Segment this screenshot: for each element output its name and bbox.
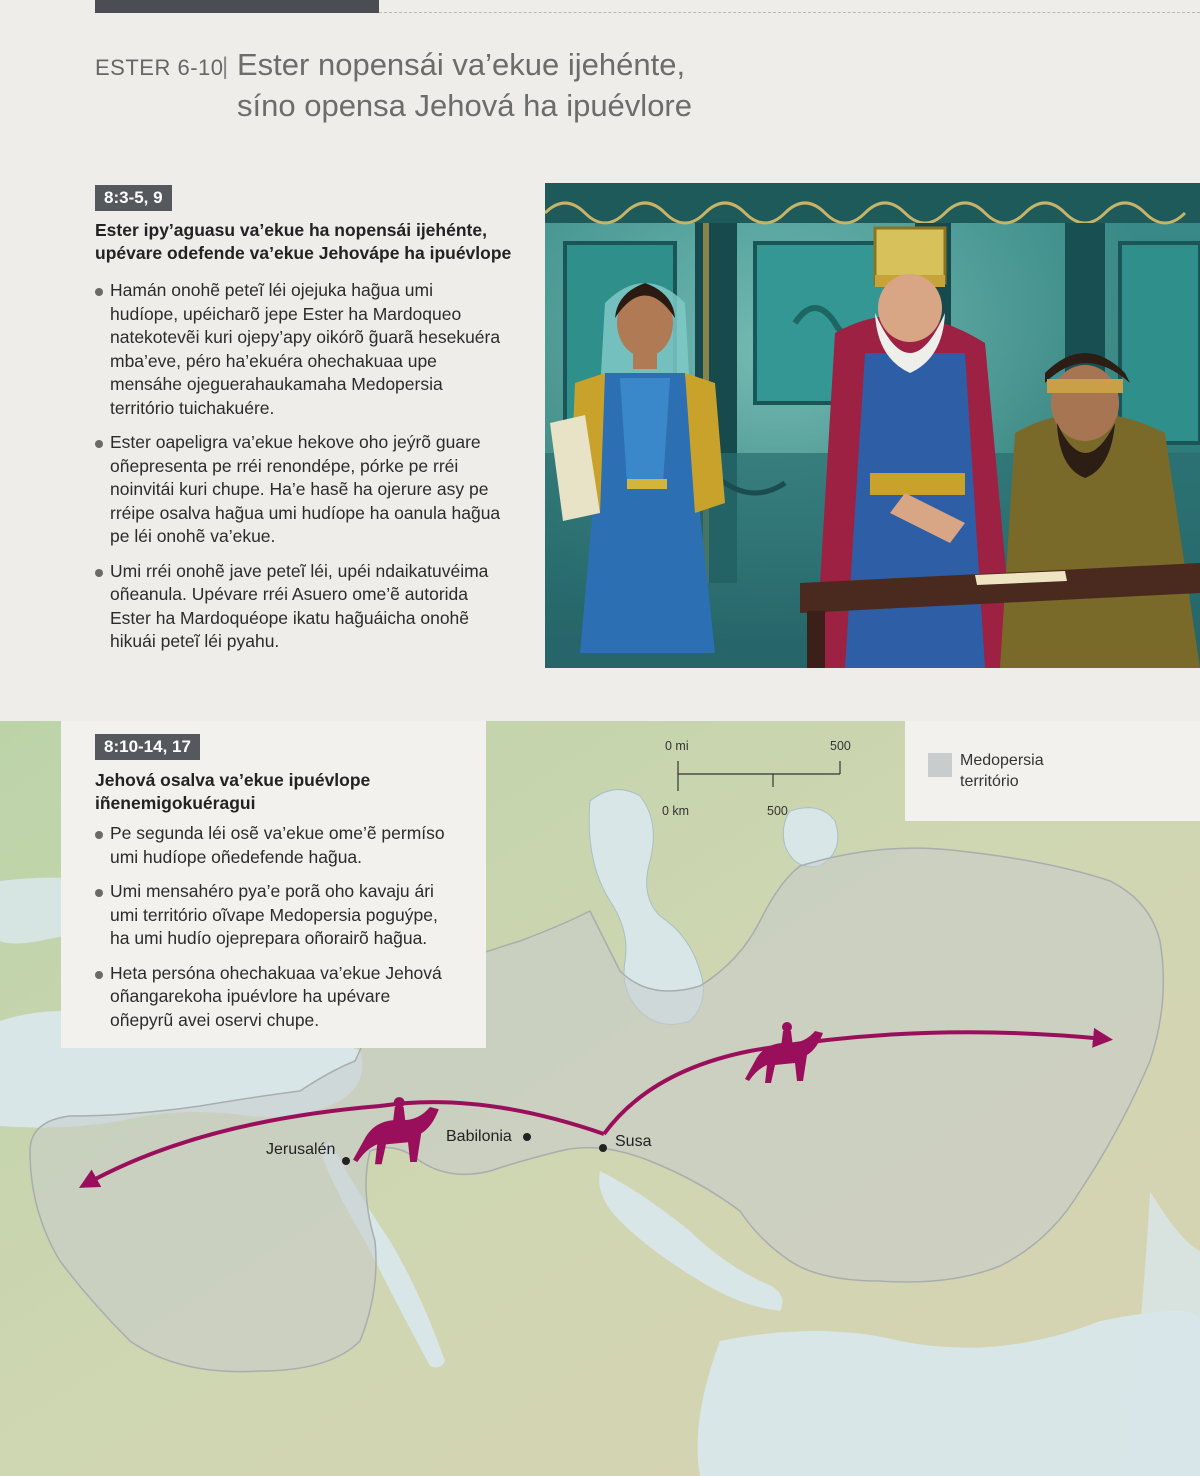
bullet-line: mensáhe ojeguerahaukamaha Medopersia [110, 374, 443, 394]
bullet-line: oñangarekoha ipuévlore ha upévare [110, 986, 391, 1006]
bullet-dot-icon [95, 889, 103, 897]
susa-marker [599, 1144, 607, 1152]
bullet-dot-icon [95, 569, 103, 577]
bullet-item [95, 560, 535, 654]
bullet-line: natekotevẽi kuri ojepy’apy oikórõ g̃uarã hesekuéra [110, 327, 501, 347]
bullet-line: Hamán onohẽ peteĩ léi ojejuka hag̃ua umi [110, 280, 433, 300]
scale-km-mid: 500 [767, 804, 788, 818]
section2-tag: 8:10-14, 17 [95, 734, 200, 760]
babylon-label: Babilonia [446, 1128, 512, 1145]
bullet-line: oñepyrũ avei oservi chupe. [110, 1009, 320, 1030]
jerusalem-marker [342, 1157, 350, 1165]
scale-mi-max: 500 [830, 739, 851, 753]
babylon-marker [523, 1133, 531, 1141]
section1-bullets [95, 279, 535, 665]
bullet-item [95, 880, 480, 951]
bullet-line: umi território oĩvape Medopersia poguýpe, [110, 904, 438, 925]
bullet-line: Ester ha Mardoquéope ikatu hag̃uáicha onohẽ [110, 607, 470, 628]
section2-bullets [95, 822, 480, 1043]
bullet-item [95, 279, 535, 420]
scale-mi-zero: 0 mi [665, 739, 689, 753]
legend-swatch [928, 753, 952, 777]
bullet-line: umi hudíope oñedefende hag̃ua. [110, 846, 363, 867]
top-bar [95, 0, 379, 13]
scale-km-zero: 0 km [662, 804, 690, 818]
bullet-line: Umi mensahéro pya’e porã oho kavaju ári [110, 881, 434, 901]
bullet-line: rréipe osalva hag̃ua umi hudíope ha oanula hag̃ua [110, 502, 501, 523]
bullet-line: noinvitái kuri chupe. Ha’e hasẽ ha ojerure asy pe [110, 479, 489, 499]
bullet-line: Umi rréi onohẽ jave peteĩ léi, upéi ndaikatuvéima [110, 560, 489, 581]
bullet-line: Pe segunda léi osẽ va’ekue ome’ẽ permíso [110, 823, 445, 843]
painting-ester-king-mardoqueo [545, 183, 1200, 668]
section1-subhead-line: Ester ipy’aguasu va’ekue ha nopensái ijehénte, [95, 220, 487, 240]
section2-subhead [95, 769, 370, 815]
bullet-line: território tuichakuére. [110, 397, 275, 418]
bullet-line: oñeanula. Upévare rréi Asuero ome’ẽ autorida [110, 584, 468, 604]
bullet-dot-icon [95, 288, 103, 296]
section1-subhead-line: upévare odefende va’ekue Jehovápe ha ipuévlope [95, 243, 512, 263]
bullet-item [95, 962, 480, 1033]
bullet-line: hikuái peteĩ léi pyahu. [110, 631, 280, 651]
bullet-dot-icon [95, 440, 103, 448]
bullet-line: ha umi hudío ojeprepara oñorairõ hag̃ua. [110, 928, 428, 948]
legend-label: Medopersia território [960, 752, 1044, 790]
heading-separator: | [222, 53, 229, 80]
bullet-line: hudíope, upéicharõ jepe Ester ha Mardoqueo [110, 303, 462, 324]
bullet-line: Ester oapeligra va’ekue hekove oho jeýrõ guare [110, 432, 481, 452]
bullet-dot-icon [95, 831, 103, 839]
bullet-line: Heta persóna ohechakuaa va’ekue Jehová [110, 962, 442, 983]
bible-reference: ESTER 6-10 [95, 55, 224, 80]
bullet-item [95, 431, 535, 549]
bullet-line: pe léi onohẽ va’ekue. [110, 526, 276, 546]
jerusalem-label: Jerusalén [266, 1141, 336, 1158]
bullet-line: mba’eve, péro ha’ekuéra ohechakuaa upe [110, 350, 437, 371]
section1-tag: 8:3-5, 9 [95, 185, 172, 211]
section2-subhead-line: iñenemigokuéragui [95, 793, 256, 813]
section1-subhead [95, 219, 511, 265]
section2-subhead-line: Jehová osalva va’ekue ipuévlope [95, 770, 371, 790]
title-line-1: Ester nopensái va’ekue ijehénte, [237, 47, 686, 82]
bullet-item [95, 822, 480, 869]
page-title [237, 44, 692, 126]
top-divider [379, 12, 1200, 13]
title-line-2: síno opensa Jehová ha ipuévlore [237, 88, 692, 123]
susa-label: Susa [615, 1133, 652, 1150]
bullet-line: oñepresenta pe rréi renondépe, pórke pe rréi [110, 455, 459, 476]
bullet-dot-icon [95, 971, 103, 979]
